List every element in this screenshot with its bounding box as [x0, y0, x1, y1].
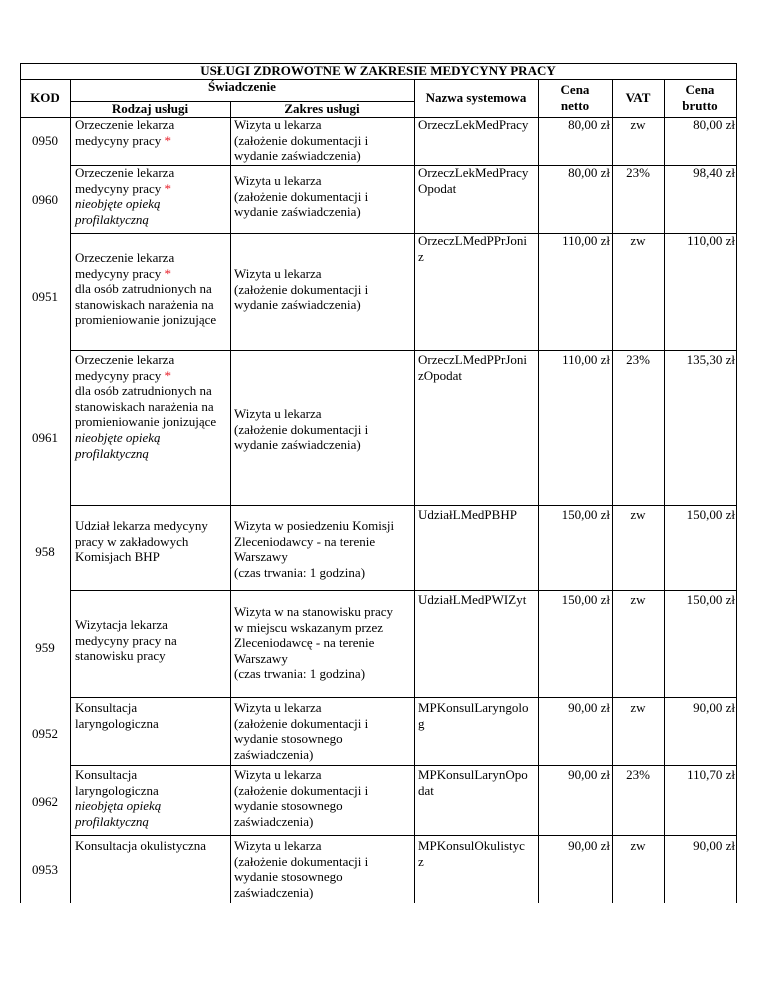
- price-brutto: 150,00 zł: [686, 507, 735, 522]
- marker-asterisk: *: [164, 265, 172, 281]
- service-type-line: [75, 700, 159, 716]
- service-scope-line: (założenie dokumentacji i: [234, 782, 369, 798]
- header-rodzaj-uslugi: Rodzaj usługi: [111, 101, 189, 116]
- service-scope-line: (czas trwania: 1 godzina): [234, 564, 366, 580]
- service-code: 0962: [32, 794, 58, 809]
- service-type-text: Orzeczenie lekarza: [75, 165, 175, 180]
- service-type-line: [75, 446, 216, 462]
- price-netto: 150,00 zł: [561, 507, 610, 522]
- service-scope-line: Warszawy: [234, 650, 288, 666]
- system-name-line: UdziałLMedPBHP: [418, 507, 517, 522]
- service-type-text: nieobjęta opieką: [75, 798, 162, 814]
- service-scope: [234, 117, 368, 164]
- vat-rate: 23%: [626, 165, 650, 180]
- price-brutto: 98,40 zł: [693, 165, 735, 180]
- service-type-line: [75, 133, 174, 149]
- service-scope: [234, 266, 368, 313]
- service-scope-line: Zleceniodawcę - na terenie: [234, 635, 375, 651]
- service-type-text: Konsultacja: [75, 700, 138, 715]
- service-scope-line: Wizyta u lekarza: [234, 838, 322, 853]
- col-divider-rodzaj: [230, 101, 231, 903]
- marker-asterisk: *: [164, 180, 172, 196]
- service-type-text: medycyny pracy: [75, 180, 165, 196]
- col-divider-kod: [70, 79, 71, 903]
- service-type-text: Udział lekarza medycyny: [75, 518, 208, 533]
- system-name-line: UdziałLMedPWIZyt: [418, 592, 527, 607]
- system-name: [418, 767, 528, 798]
- vat-rate: zw: [630, 838, 646, 853]
- service-scope-line: zaświadczenia): [234, 813, 314, 829]
- system-name-line: z: [418, 248, 424, 264]
- service-type-line: [75, 534, 208, 550]
- price-netto: 80,00 zł: [568, 165, 610, 180]
- service-scope-line: (założenie dokumentacji i: [234, 132, 369, 148]
- service-type-line: [75, 783, 161, 799]
- system-name-line: MPKonsulLarynOpo: [418, 767, 528, 782]
- system-name: [418, 352, 527, 383]
- service-type-text: profilaktyczną: [75, 813, 149, 829]
- service-type-text: promieniowanie jonizujące: [75, 312, 217, 328]
- price-brutto: 90,00 zł: [693, 700, 735, 715]
- service-scope: [234, 406, 368, 453]
- vat-rate: zw: [630, 117, 646, 132]
- service-type-line: [75, 196, 174, 212]
- service-scope: [234, 173, 368, 220]
- service-scope: [234, 604, 393, 682]
- service-scope-line: (założenie dokumentacji i: [234, 421, 369, 437]
- service-scope-line: (założenie dokumentacji i: [234, 715, 369, 731]
- service-scope-line: wydanie zaświadczenia): [234, 437, 361, 453]
- header-cena-brutto-2: brutto: [682, 98, 718, 113]
- service-type-line: [75, 633, 177, 649]
- service-scope-line: wydanie zaświadczenia): [234, 297, 361, 313]
- service-scope: [234, 700, 368, 762]
- service-scope-line: Wizyta u lekarza: [234, 117, 322, 132]
- service-type-text: medycyny pracy: [75, 367, 165, 383]
- vat-rate: 23%: [626, 767, 650, 782]
- service-code: 0953: [32, 862, 58, 877]
- service-type: [75, 250, 216, 328]
- service-type-text: Komisjach BHP: [75, 549, 160, 565]
- table-border-left: [20, 63, 21, 903]
- service-type-line: [75, 383, 216, 399]
- service-type-text: stanowiskach narażenia na: [75, 398, 214, 414]
- service-code: 0961: [32, 430, 58, 445]
- service-scope-line: wydanie stosownego: [234, 869, 343, 885]
- service-scope-line: Wizyta u lekarza: [234, 700, 322, 715]
- vat-rate: 23%: [626, 352, 650, 367]
- system-name-line: z: [418, 853, 424, 869]
- header-cena-netto-1: Cena: [560, 82, 590, 97]
- service-type-line: [75, 549, 208, 565]
- service-scope-line: Wizyta u lekarza: [234, 406, 322, 421]
- service-type: [75, 617, 177, 664]
- price-brutto: 90,00 zł: [693, 838, 735, 853]
- service-type-line: [75, 617, 177, 633]
- service-type: [75, 518, 208, 565]
- table-title: USŁUGI ZDROWOTNE W ZAKRESIE MEDYCYNY PRACY: [200, 63, 556, 78]
- system-name: [418, 117, 528, 133]
- service-type-line: [75, 518, 208, 534]
- system-name-line: MPKonsulLaryngolo: [418, 700, 529, 715]
- service-scope-line: wydanie stosownego: [234, 798, 343, 814]
- service-scope-line: wydanie stosownego: [234, 731, 343, 747]
- service-code: 0950: [32, 133, 58, 148]
- service-type-text: Orzeczenie lekarza: [75, 250, 175, 265]
- price-netto: 110,00 zł: [562, 352, 610, 367]
- row-divider: [70, 350, 736, 351]
- service-type-line: [75, 212, 174, 228]
- service-type-text: medycyny pracy na: [75, 632, 177, 648]
- service-type-text: stanowisku pracy: [75, 648, 166, 664]
- service-code: 958: [35, 544, 55, 559]
- service-type: [75, 700, 159, 731]
- service-scope-line: Wizyta w posiedzeniu Komisji: [234, 518, 395, 533]
- service-type-text: pracy w zakładowych: [75, 533, 189, 549]
- service-scope: [234, 518, 394, 580]
- row-divider: [70, 590, 736, 591]
- price-brutto: 150,00 zł: [686, 592, 735, 607]
- system-name: [418, 165, 528, 196]
- service-type-text: Orzeczenie lekarza: [75, 352, 175, 367]
- service-type-line: [75, 399, 216, 415]
- system-name-line: Opodat: [418, 180, 457, 196]
- service-scope-line: zaświadczenia): [234, 884, 314, 900]
- service-type-text: dla osób zatrudnionych na: [75, 281, 212, 297]
- service-scope-line: w miejscu wskazanym przez: [234, 619, 384, 635]
- service-type-text: promieniowanie jonizujące: [75, 414, 217, 430]
- service-type-line: [75, 165, 174, 181]
- service-type-line: [75, 297, 216, 313]
- service-scope-line: zaświadczenia): [234, 746, 314, 762]
- service-type: [75, 352, 216, 461]
- service-type-text: nieobjęte opieką: [75, 429, 161, 445]
- header-kod: KOD: [30, 90, 60, 105]
- service-type-text: Orzeczenie lekarza: [75, 117, 175, 132]
- service-type-text: Konsultacja: [75, 767, 138, 782]
- price-brutto: 110,70 zł: [687, 767, 735, 782]
- service-type: [75, 838, 206, 854]
- header-vat: VAT: [625, 90, 651, 105]
- service-type-line: [75, 281, 216, 297]
- service-type-line: [75, 368, 216, 384]
- service-type-line: [75, 716, 159, 732]
- price-netto: 80,00 zł: [568, 117, 610, 132]
- service-scope-line: Wizyta w na stanowisku pracy: [234, 604, 394, 619]
- service-type-line: [75, 798, 161, 814]
- service-code: 0951: [32, 289, 58, 304]
- row-divider: [70, 697, 736, 698]
- price-netto: 110,00 zł: [562, 233, 610, 248]
- service-type-line: [75, 648, 177, 664]
- system-name: [418, 507, 517, 523]
- service-scope-line: (założenie dokumentacji i: [234, 853, 369, 869]
- service-type-text: stanowiskach narażenia na: [75, 296, 214, 312]
- row-divider: [70, 765, 736, 766]
- service-type-text: Konsultacja okulistyczna: [75, 838, 207, 853]
- header-zakres-uslugi: Zakres usługi: [284, 101, 360, 116]
- system-name-line: OrzeczLekMedPracy: [418, 117, 529, 132]
- marker-asterisk: *: [164, 367, 172, 383]
- service-scope-line: wydanie zaświadczenia): [234, 204, 361, 220]
- price-brutto: 80,00 zł: [693, 117, 735, 132]
- vat-rate: zw: [630, 700, 646, 715]
- header-nazwa-systemowa: Nazwa systemowa: [425, 90, 527, 105]
- service-type-line: [75, 352, 216, 368]
- service-code: 0960: [32, 192, 58, 207]
- system-name: [418, 233, 527, 264]
- service-scope-line: Warszawy: [234, 549, 288, 565]
- price-netto: 150,00 zł: [561, 592, 610, 607]
- service-scope-line: wydanie zaświadczenia): [234, 148, 361, 164]
- service-type-text: profilaktyczną: [75, 211, 149, 227]
- table-border-right: [736, 63, 737, 903]
- service-type: [75, 165, 174, 227]
- system-name-line: MPKonsulOkulistyc: [418, 838, 525, 853]
- header-cena-brutto-1: Cena: [685, 82, 715, 97]
- service-type: [75, 767, 161, 829]
- col-divider-zakres: [414, 79, 415, 903]
- system-name-line: OrzeczLekMedPracy: [418, 165, 529, 180]
- service-code: 959: [35, 640, 55, 655]
- service-scope-line: (czas trwania: 1 godzina): [234, 666, 366, 682]
- price-netto: 90,00 zł: [568, 838, 610, 853]
- system-name-line: g: [418, 715, 425, 731]
- system-name-line: OrzeczLMedPPrJoni: [418, 352, 528, 367]
- service-scope: [234, 767, 368, 829]
- price-brutto: 110,00 zł: [687, 233, 735, 248]
- service-scope-line: Wizyta u lekarza: [234, 266, 322, 281]
- system-name: [418, 592, 526, 608]
- vat-rate: zw: [630, 233, 646, 248]
- system-name-line: zOpodat: [418, 367, 463, 383]
- service-scope-line: Wizyta u lekarza: [234, 173, 322, 188]
- row-divider: [70, 835, 736, 836]
- service-type-text: dla osób zatrudnionych na: [75, 383, 212, 399]
- service-type-text: medycyny pracy: [75, 132, 165, 148]
- service-type-text: medycyny pracy: [75, 265, 165, 281]
- service-type-text: laryngologiczna: [75, 715, 159, 731]
- row-divider: [70, 505, 736, 506]
- system-name: [418, 838, 525, 869]
- service-code: 0952: [32, 726, 58, 741]
- service-type-line: [75, 312, 216, 328]
- service-type-line: [75, 266, 216, 282]
- price-netto: 90,00 zł: [568, 700, 610, 715]
- service-type-line: [75, 117, 174, 133]
- service-type-line: [75, 181, 174, 197]
- service-scope-line: (założenie dokumentacji i: [234, 188, 369, 204]
- service-type-line: [75, 814, 161, 830]
- vat-rate: zw: [630, 507, 646, 522]
- price-netto: 90,00 zł: [568, 767, 610, 782]
- system-name-line: OrzeczLMedPPrJoni: [418, 233, 528, 248]
- service-type-line: [75, 414, 216, 430]
- service-scope-line: (założenie dokumentacji i: [234, 281, 369, 297]
- service-type-line: [75, 838, 206, 854]
- service-scope-line: Wizyta u lekarza: [234, 767, 322, 782]
- service-type: [75, 117, 174, 148]
- service-type-text: profilaktyczną: [75, 445, 149, 461]
- service-scope: [234, 838, 368, 900]
- service-type-line: [75, 767, 161, 783]
- service-type-line: [75, 430, 216, 446]
- service-type-text: laryngologiczna: [75, 782, 159, 798]
- service-scope-line: Zleceniodawcy - na terenie: [234, 533, 376, 549]
- system-name-line: dat: [418, 782, 434, 798]
- price-brutto: 135,30 zł: [686, 352, 735, 367]
- vat-rate: zw: [630, 592, 646, 607]
- header-swiadczenie: Świadczenie: [208, 79, 276, 94]
- service-type-text: Wizytacja lekarza: [75, 617, 168, 632]
- marker-asterisk: *: [164, 132, 172, 148]
- service-type-text: nieobjęte opieką: [75, 196, 161, 212]
- system-name: [418, 700, 529, 731]
- service-type-line: [75, 250, 216, 266]
- header-cena-netto-2: netto: [560, 98, 590, 113]
